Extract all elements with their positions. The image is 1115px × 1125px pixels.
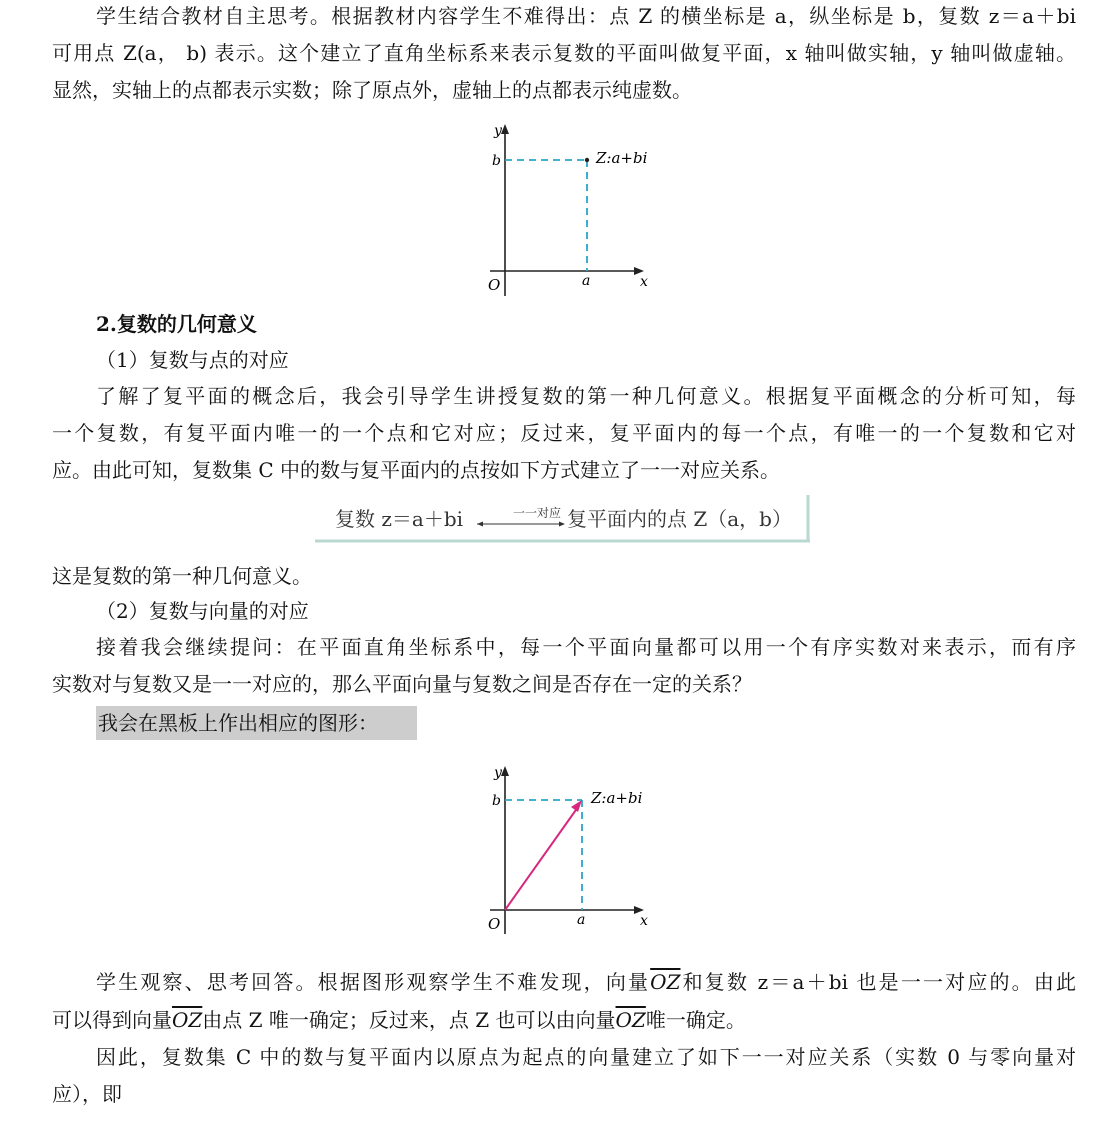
origin-label: O: [488, 915, 501, 933]
paragraph-vector-question-cont: [52, 666, 1076, 703]
paragraph-conclusion: [52, 1039, 1076, 1076]
subsection-vector: （2）复数与向量的对应: [96, 599, 309, 623]
b-label: b: [492, 793, 501, 809]
paragraph-line: [52, 1002, 1076, 1039]
x-label: x: [640, 913, 648, 929]
paragraph-intro: [52, 0, 1076, 35]
text-run: 可以得到向量: [52, 1008, 172, 1032]
vector-oz-label: $\overline{OZ}$: [615, 1008, 646, 1032]
origin-label: O: [488, 276, 501, 294]
vector-oz-label: $\overline{OZ}$: [650, 970, 681, 994]
paragraph-line: 这是复数的第一种几何意义。: [52, 564, 312, 588]
vector-oz-label: $\overline{OZ}$: [172, 1008, 203, 1032]
text-run: 由点 Z 唯一确定；反过来，点 Z 也可以由向量: [202, 1008, 616, 1032]
paragraph-line: 因此，复数集 C 中的数与复平面内以原点为起点的向量建立了如下一一对应关系（实数 0 与零向量对: [96, 1045, 1076, 1069]
paragraph-line: 实数对与复数又是一一对应的，那么平面向量与复数之间是否存在一定的关系？: [52, 672, 752, 696]
text-run: 学生观察、思考回答。根据图形观察学生不难发现，向量: [96, 970, 651, 994]
mapping-arrow-label: 一一对应: [513, 506, 562, 520]
mapping-left: 复数 z＝a＋bi: [335, 507, 464, 531]
mapping-box: [315, 493, 810, 543]
paragraph-line: 应），即: [52, 1082, 122, 1106]
paragraph-point-correspondence-cont: [52, 415, 1076, 489]
paragraph-line: 接着我会继续提问：在平面直角坐标系中，每一个平面向量都可以用一个有序实数对来表示，而有序: [96, 635, 1076, 659]
y-axis-arrow-icon: [501, 124, 509, 134]
paragraph-point-correspondence: [52, 378, 1076, 415]
mapping-right: 复平面内的点 Z（a，b）: [567, 507, 792, 531]
point-label: Z:a+bi: [591, 789, 643, 807]
paragraph-line: 一个复数，有复平面内唯一的一个点和它对应；反过来，复平面内的每一个点，有唯一的一个复数和它对: [52, 421, 1076, 445]
x-label: x: [640, 274, 648, 290]
y-label: y: [494, 765, 502, 781]
text-run: 唯一确定。: [645, 1008, 746, 1032]
paragraph-vector-question: [52, 629, 1076, 666]
point-z: [585, 158, 589, 162]
b-label: b: [492, 153, 501, 169]
point-label: Z:a+bi: [596, 149, 648, 167]
y-label: y: [494, 123, 502, 139]
vector-arrow-icon: [571, 800, 582, 812]
section-heading: 2.复数的几何意义: [96, 312, 257, 336]
paragraph-line: 可用点 Z(a， b) 表示。这个建立了直角坐标系来表示复数的平面叫做复平面，x 轴叫做实轴，y 轴叫做虚轴。: [52, 41, 1076, 65]
complex-plane-figure-point: [470, 120, 660, 300]
paragraph-vector-answer: [52, 964, 1076, 1001]
paragraph-line: 应。由此可知，复数集 C 中的数与复平面内的点按如下方式建立了一一对应关系。: [52, 458, 781, 482]
paragraph-conclusion-cont: [52, 1076, 1076, 1113]
highlight-text: 我会在黑板上作出相应的图形：: [98, 711, 378, 735]
paragraph-line: 学生结合教材自主思考。根据教材内容学生不难得出：点 Z 的横坐标是 a，纵坐标是 b，复数 z＝a＋bi: [96, 4, 1076, 28]
y-axis-arrow-icon: [501, 766, 509, 776]
paragraph-line: 了解了复平面的概念后，我会引导学生讲授复数的第一种几何意义。根据复平面概念的分析可知，每: [96, 384, 1076, 408]
text-run: 和复数 z＝a＋bi 也是一一对应的。由此: [680, 970, 1077, 994]
paragraph-intro-cont: [52, 35, 1076, 109]
a-label: a: [582, 273, 591, 289]
paragraph-vector-answer-cont: [52, 1002, 1076, 1039]
vector-oz: [505, 807, 578, 910]
complex-plane-figure-vector: [470, 762, 660, 942]
paragraph-first-meaning: [52, 558, 1076, 595]
a-label: a: [577, 912, 586, 928]
subsection-point: （1）复数与点的对应: [96, 348, 289, 372]
paragraph-line: [52, 964, 1076, 1001]
paragraph-line: 显然，实轴上的点都表示实数；除了原点外，虚轴上的点都表示纯虚数。: [52, 78, 692, 102]
